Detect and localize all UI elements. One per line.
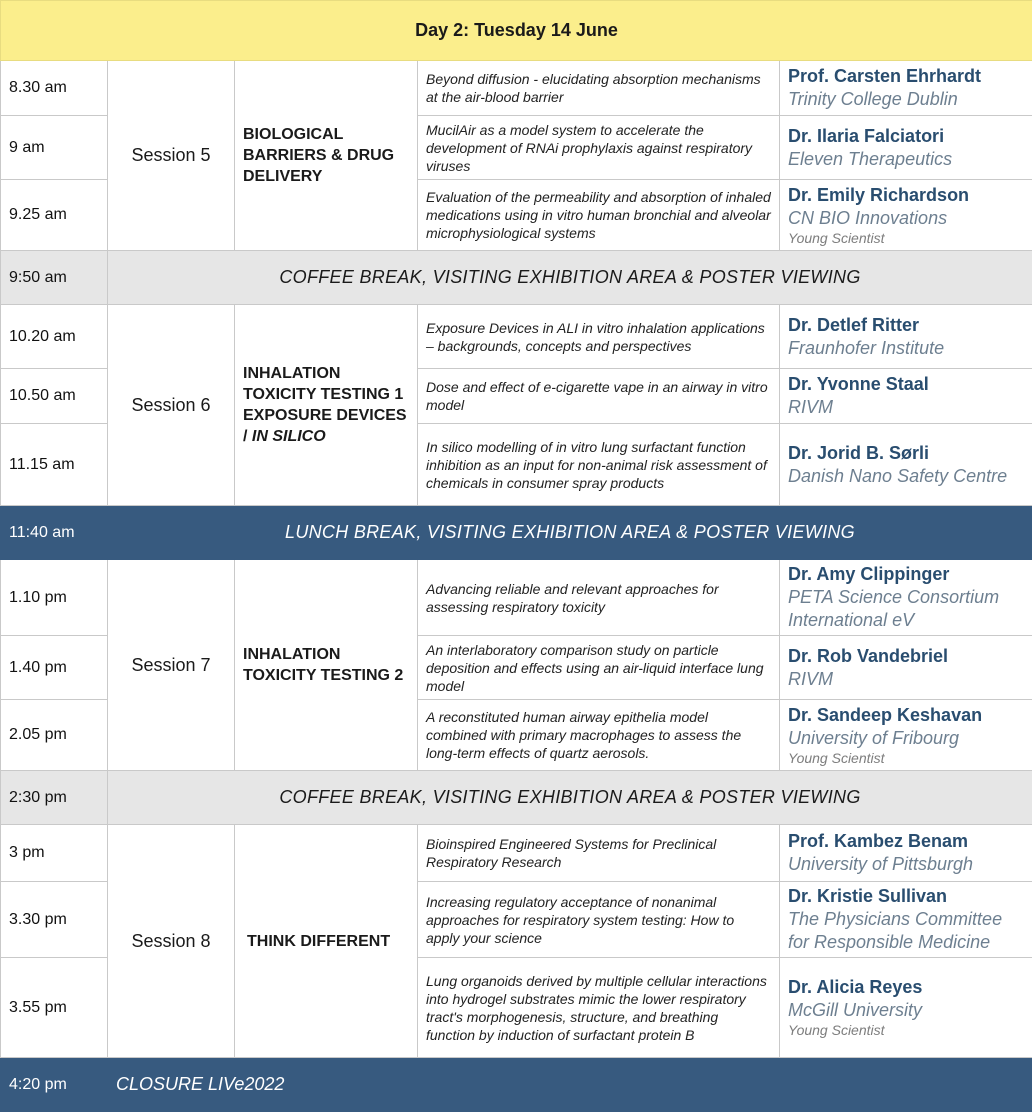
day-header (1, 1, 1032, 61)
speaker-name: Dr. Kristie Sullivan (788, 886, 948, 906)
speaker-cell (780, 882, 1032, 958)
talk-time: 1.40 pm (1, 636, 108, 700)
talk-time: 1.10 pm (1, 560, 108, 636)
talk-time: 9.25 am (1, 180, 108, 251)
day-title: Day 2: Tuesday 14 June (1, 1, 1032, 61)
speaker-affiliation: University of Pittsburgh (788, 854, 974, 874)
young-scientist-badge: Young Scientist (788, 1022, 885, 1038)
closure-label: CLOSURE LIVe2022 (108, 1058, 1032, 1112)
speaker-cell (780, 700, 1032, 771)
speaker-affiliation: University of Fribourg (788, 727, 960, 748)
closure-time: 4:20 pm (1, 1058, 108, 1112)
table-row (1, 560, 1032, 636)
speaker-cell (780, 116, 1032, 180)
talk-title: Beyond diffusion - elucidating absorption mechanisms at the air-blood barrier (418, 61, 780, 116)
young-scientist-badge: Young Scientist (788, 229, 885, 246)
speaker-cell (780, 180, 1032, 251)
speaker-affiliation: RIVM (788, 668, 833, 689)
break-row (1, 251, 1032, 305)
session-label: Session 5 (108, 61, 235, 251)
break-time: 11:40 am (1, 506, 108, 560)
speaker-affiliation: Danish Nano Safety Centre (788, 465, 1008, 486)
talk-time: 10.50 am (1, 369, 108, 424)
break-label: COFFEE BREAK, VISITING EXHIBITION AREA & POSTER VIEWING (108, 771, 1032, 825)
session-theme: INHALATION TOXICITY TESTING 2 (235, 560, 418, 771)
talk-title: Advancing reliable and relevant approaches for assessing respiratory toxicity (418, 560, 780, 636)
young-scientist-badge: Young Scientist (788, 749, 885, 766)
talk-title: In silico modelling of in vitro lung surfactant function inhibition as an input for non-animal risk assessment of chemicals in consumer spray products (418, 424, 780, 506)
speaker-affiliation: CN BIO Innovations (788, 207, 948, 228)
speaker-cell (780, 61, 1032, 116)
break-label: COFFEE BREAK, VISITING EXHIBITION AREA & POSTER VIEWING (108, 251, 1032, 305)
table-row (1, 61, 1032, 116)
talk-title: Lung organoids derived by multiple cellular interactions into hydrogel substrates mimic the lower respiratory tract's morphogenesis, structure, and breathing function by induction of surfactant protein B (418, 958, 780, 1058)
table-row (1, 825, 1032, 882)
speaker-name: Dr. Sandeep Keshavan (788, 704, 983, 725)
talk-time: 3.55 pm (1, 958, 108, 1058)
talk-title: Dose and effect of e-cigarette vape in an airway in vitro model (418, 369, 780, 424)
speaker-cell (780, 636, 1032, 700)
closure-row (1, 1058, 1032, 1112)
talk-time: 8.30 am (1, 61, 108, 116)
speaker-affiliation: McGill University (788, 1000, 923, 1020)
talk-title: Bioinspired Engineered Systems for Preclinical Respiratory Research (418, 825, 780, 882)
speaker-affiliation: The Physicians Committee for Responsible Medicine (788, 909, 1003, 952)
session-label: Session 7 (108, 560, 235, 771)
session-label: Session 6 (108, 305, 235, 506)
speaker-cell (780, 958, 1032, 1058)
table-row (1, 305, 1032, 369)
talk-title: A reconstituted human airway epithelia model combined with primary macrophages to assess the long-term effects of quartz aerosols. (418, 700, 780, 771)
session-theme: BIOLOGICAL BARRIERS & DRUG DELIVERY (235, 61, 418, 251)
speaker-name: Dr. Yvonne Staal (788, 374, 929, 394)
talk-title: Increasing regulatory acceptance of nonanimal approaches for respiratory system testing: How to apply your science (418, 882, 780, 958)
talk-title: MucilAir as a model system to accelerate the development of RNAi prophylaxis against respiratory viruses (418, 116, 780, 180)
break-row (1, 771, 1032, 825)
session-theme-italic: IN SILICO (251, 428, 326, 445)
speaker-affiliation: Fraunhofer Institute (788, 337, 945, 358)
speaker-name: Dr. Rob Vandebriel (788, 645, 949, 666)
talk-title: An interlaboratory comparison study on particle deposition and effects using an air-liquid interface lung model (418, 636, 780, 700)
break-label: LUNCH BREAK, VISITING EXHIBITION AREA & POSTER VIEWING (108, 506, 1032, 560)
talk-time: 2.05 pm (1, 700, 108, 771)
talk-time: 3.30 pm (1, 882, 108, 958)
speaker-name: Dr. Alicia Reyes (788, 977, 923, 997)
speaker-cell (780, 369, 1032, 424)
session-theme-text: INHALATION TOXICITY TESTING 1 EXPOSURE DEVICES / (243, 365, 407, 445)
talk-time: 9 am (1, 116, 108, 180)
speaker-affiliation: PETA Science Consortium International eV (788, 587, 1000, 630)
speaker-affiliation: Eleven Therapeutics (788, 148, 953, 169)
speaker-name: Dr. Jorid B. Sørli (788, 442, 930, 463)
speaker-name: Dr. Detlef Ritter (788, 314, 920, 335)
talk-time: 11.15 am (1, 424, 108, 506)
session-theme (235, 305, 418, 506)
session-theme: THINK DIFFERENT (235, 825, 418, 1058)
talk-time: 3 pm (1, 825, 108, 882)
talk-time: 10.20 am (1, 305, 108, 369)
break-row (1, 506, 1032, 560)
speaker-name: Prof. Kambez Benam (788, 831, 969, 851)
speaker-cell (780, 305, 1032, 369)
speaker-name: Dr. Ilaria Falciatori (788, 125, 945, 146)
talk-title: Exposure Devices in ALI in vitro inhalation applications – backgrounds, concepts and perspectives (418, 305, 780, 369)
break-time: 9:50 am (1, 251, 108, 305)
speaker-cell (780, 560, 1032, 636)
speaker-name: Prof. Carsten Ehrhardt (788, 66, 982, 86)
speaker-affiliation: Trinity College Dublin (788, 89, 958, 109)
session-label: Session 8 (108, 825, 235, 1058)
break-time: 2:30 pm (1, 771, 108, 825)
speaker-name: Dr. Amy Clippinger (788, 564, 950, 584)
talk-title: Evaluation of the permeability and absorption of inhaled medications using in vitro human bronchial and alveolar microphysiological systems (418, 180, 780, 251)
speaker-affiliation: RIVM (788, 397, 833, 417)
speaker-name: Dr. Emily Richardson (788, 184, 970, 205)
speaker-cell (780, 424, 1032, 506)
speaker-cell (780, 825, 1032, 882)
